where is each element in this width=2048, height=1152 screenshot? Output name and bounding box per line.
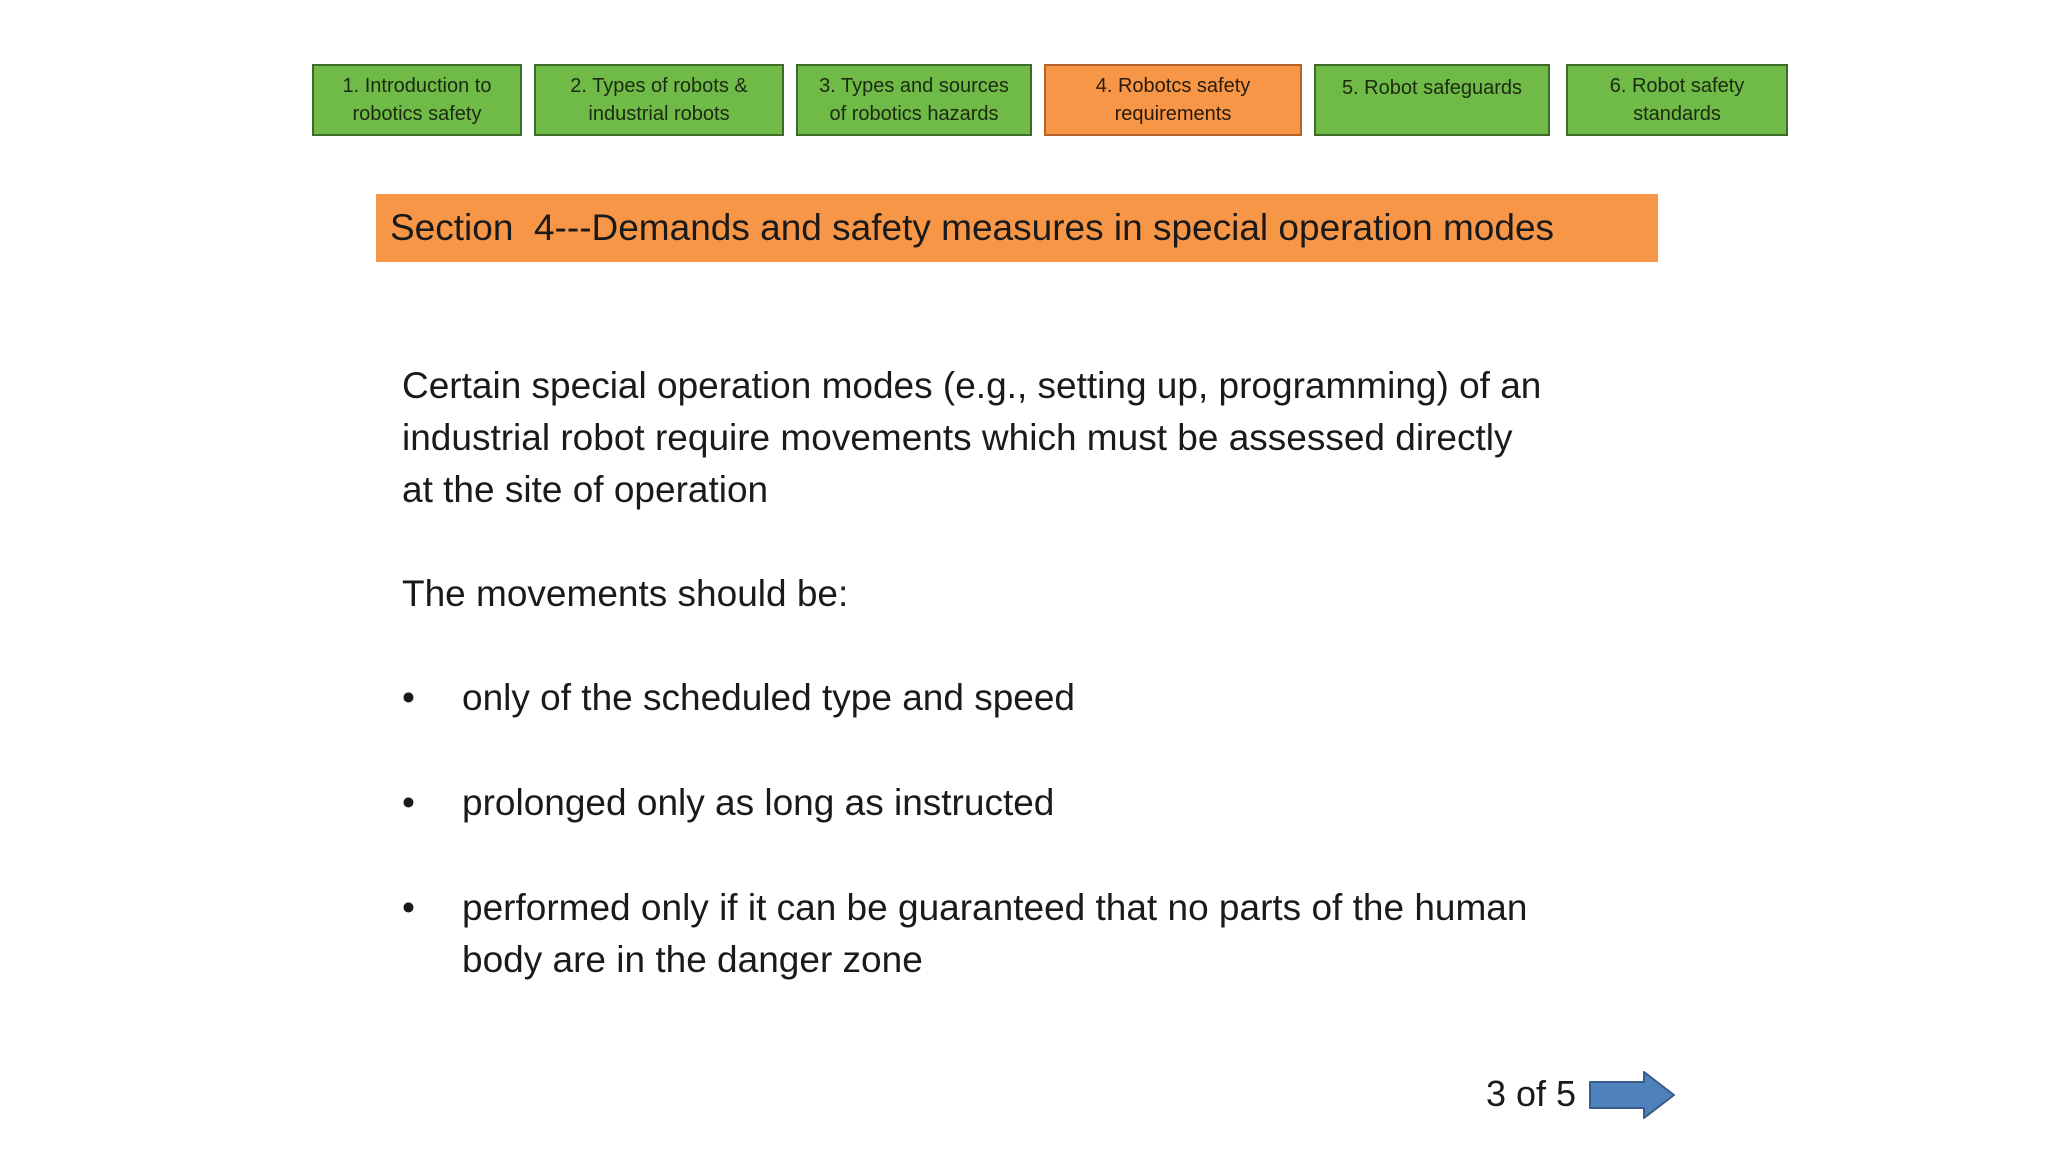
tab-safety-standards[interactable] [1566, 64, 1788, 136]
bullet-text: prolonged only as long as instructed [462, 782, 1055, 823]
tab-safeguards[interactable] [1314, 64, 1550, 136]
page-indicator: 3 of 5 [1486, 1073, 1577, 1114]
intro-paragraph [402, 360, 1662, 516]
bullet-line: performed only if it can be guaranteed that no parts of the human [462, 887, 1528, 928]
lead-sentence [402, 568, 1662, 620]
lead-text: The movements should be: [402, 573, 849, 614]
bullet-icon: • [402, 677, 415, 718]
bullet-icon: • [402, 887, 415, 928]
tab-label-line1: 6. Robot safety [1609, 75, 1745, 97]
bullet-text: only of the scheduled type and speed [462, 677, 1076, 718]
tab-label-line1: 5. Robot safeguards [1341, 77, 1523, 99]
tab-label-line2: standards [1633, 103, 1721, 125]
tab-hazards[interactable] [796, 64, 1032, 136]
tab-label-line1: 4. Robotcs safety [1095, 75, 1251, 97]
tab-label-line2: of robotics hazards [829, 103, 999, 125]
tab-types-of-robots[interactable] [534, 64, 784, 136]
section-title [376, 194, 1658, 262]
tab-label-line2: robotics safety [352, 103, 482, 125]
intro-line: Certain special operation modes (e.g., setting up, programming) of an [402, 365, 1542, 406]
tab-label-line1: 1. Introduction to [342, 75, 492, 97]
tab-label-line2: industrial robots [588, 103, 730, 125]
right-arrow-icon[interactable] [1588, 1070, 1676, 1120]
bullet-line: body are in the danger zone [462, 939, 923, 980]
intro-line: industrial robot require movements which must be assessed directly [402, 417, 1513, 458]
bullet-text [462, 882, 1662, 986]
intro-line: at the site of operation [402, 469, 769, 510]
tab-introduction[interactable] [312, 64, 522, 136]
tab-label-line2: requirements [1114, 103, 1232, 125]
tab-label-line1: 3. Types and sources [819, 75, 1009, 97]
bullet-icon: • [402, 782, 415, 823]
tab-safety-requirements[interactable] [1044, 64, 1302, 136]
section-title-text: Section 4---Demands and safety measures in special operation modes [390, 207, 1555, 248]
tab-label-line1: 2. Types of robots & [570, 75, 748, 97]
